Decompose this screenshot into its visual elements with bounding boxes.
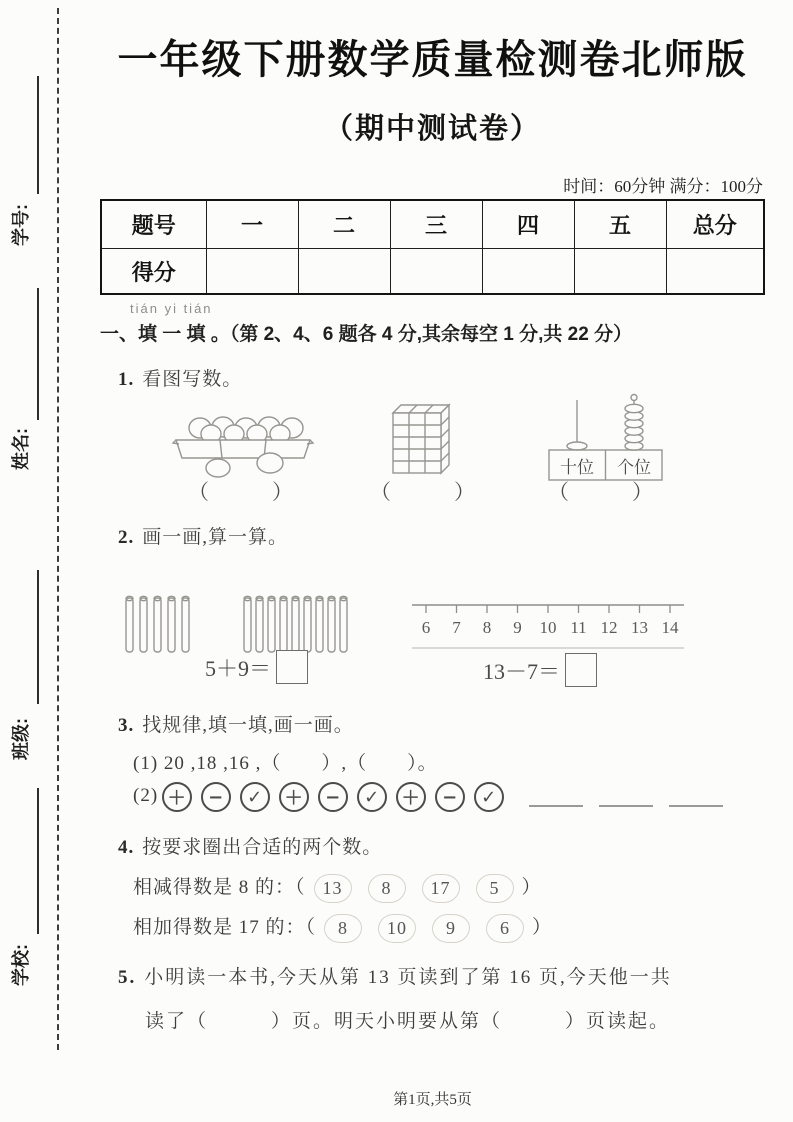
- sticks-group-9-figure: [242, 592, 354, 658]
- question-4-line2: [133, 912, 552, 943]
- equation-2-text: 13－7＝: [483, 658, 561, 684]
- score-table-header-cell: 题号: [101, 200, 206, 249]
- page-title: 一年级下册数学质量检测卷北师版: [117, 37, 748, 82]
- ones-place-label: 个位: [617, 458, 651, 477]
- number-line-tick-label: 7: [452, 618, 461, 637]
- answer-blank: [529, 787, 583, 807]
- circle-minus-symbol: −: [435, 782, 465, 812]
- student-id-label: 学号:: [11, 204, 31, 246]
- q1-answer-blank: （ ）: [188, 480, 293, 504]
- score-table-header-cell: 一: [206, 200, 298, 249]
- answer-blank: [599, 787, 653, 807]
- class-label: 班级:: [11, 718, 31, 760]
- flower-number: 6: [486, 914, 524, 943]
- q1-answer-blank: （ ）: [370, 480, 475, 504]
- question-4-number: 4.: [118, 837, 135, 858]
- section-one-heading: 一、填 一 填 。（第 2、4、6 题各 4 分,其余每空 1 分,共 22 分）: [100, 324, 633, 345]
- circle-check-symbol: ✓: [474, 782, 504, 812]
- circle-plus-symbol: ＋: [162, 782, 192, 812]
- answer-box: [565, 653, 597, 687]
- flower-number: 8: [368, 874, 406, 903]
- number-line-tick-label: 6: [421, 618, 431, 637]
- score-empty-cell: [390, 249, 482, 295]
- q1-answer-blank: （ ）: [548, 480, 653, 504]
- flower-number: 17: [422, 874, 460, 903]
- time-score-info: 时间：60分钟 满分：100分: [563, 177, 763, 196]
- pinyin-annotation: tián yi tián: [130, 301, 213, 316]
- score-row-label: 得分: [101, 249, 206, 295]
- number-line-tick-label: 10: [539, 618, 557, 637]
- abacus-figure: [543, 390, 668, 485]
- flower-number: 8: [324, 914, 362, 943]
- number-line-tick-label: 8: [482, 618, 492, 637]
- question-5-line1: [118, 962, 672, 989]
- score-table: [100, 199, 765, 295]
- name-label: 姓名:: [11, 428, 31, 470]
- number-line-tick-label: 13: [631, 618, 648, 637]
- answer-blank: [669, 787, 723, 807]
- equation-2: [483, 653, 597, 687]
- question-2-number: 2.: [118, 527, 135, 548]
- flower-number: 9: [432, 914, 470, 943]
- q4-line1-prefix: 相减得数是 8 的：（: [133, 877, 306, 898]
- question-2-text: [118, 522, 288, 549]
- egg-tray-figure: [168, 398, 318, 483]
- answer-box: [276, 650, 308, 684]
- score-table-header-cell: 二: [298, 200, 390, 249]
- tens-place-label: 十位: [560, 458, 594, 477]
- score-empty-cell: [666, 249, 764, 295]
- q4-line2-prefix: 相加得数是 17 的：（: [133, 917, 317, 938]
- question-3-text: [118, 710, 354, 737]
- question-3-prompt: 找规律,填一填,画一画。: [142, 715, 354, 736]
- fold-dashed-line: [57, 8, 59, 1050]
- part2-label: (2): [133, 785, 159, 807]
- question-5-number: 5.: [118, 967, 137, 988]
- circle-minus-symbol: −: [318, 782, 348, 812]
- question-5-line2: 读了（ ）页。明天小明要从第（ ）页读起。: [145, 1011, 671, 1032]
- score-empty-cell: [482, 249, 574, 295]
- question-1-prompt: 看图写数。: [142, 369, 243, 390]
- score-empty-cell: [574, 249, 666, 295]
- cube-block-figure: [375, 393, 475, 481]
- school-blank-line: [37, 788, 39, 934]
- equation-1-text: 5＋9＝: [205, 655, 272, 681]
- score-table-header-cell: 五: [574, 200, 666, 249]
- number-line-figure: [412, 596, 684, 658]
- page-subtitle: （期中测试卷）: [323, 113, 541, 145]
- score-table-header-cell: 四: [482, 200, 574, 249]
- question-2-prompt: 画一画,算一算。: [142, 527, 289, 548]
- score-table-header-cell: 三: [390, 200, 482, 249]
- question-3-number: 3.: [118, 715, 135, 736]
- flower-number: 5: [476, 874, 514, 903]
- student-id-blank-line: [37, 76, 39, 194]
- equation-1: [205, 650, 308, 684]
- question-3-part2: [133, 782, 723, 812]
- name-blank-line: [37, 288, 39, 420]
- class-blank-line: [37, 570, 39, 704]
- q4-line2-close: ）: [532, 917, 553, 938]
- flower-number: 10: [378, 914, 416, 943]
- score-table-header-cell: 总分: [666, 200, 764, 249]
- sticks-group-5-figure: [124, 592, 196, 658]
- q4-line1-close: ）: [521, 877, 542, 898]
- question-4-prompt: 按要求圈出合适的两个数。: [142, 837, 383, 858]
- number-line-tick-label: 11: [570, 618, 587, 637]
- question-1-text: [118, 364, 242, 391]
- flower-number: 13: [314, 874, 352, 903]
- question-5-text1: 小明读一本书,今天从第 13 页读到了第 16 页,今天他一共: [144, 967, 672, 988]
- question-4-line1: [133, 872, 542, 903]
- question-4-text: [118, 832, 382, 859]
- question-1-number: 1.: [118, 369, 135, 390]
- circle-plus-symbol: ＋: [279, 782, 309, 812]
- question-3-part1: (1) 20 ,18 ,16 ,（ ）,（ ）。: [133, 753, 438, 774]
- circle-check-symbol: ✓: [357, 782, 387, 812]
- circle-check-symbol: ✓: [240, 782, 270, 812]
- score-empty-cell: [206, 249, 298, 295]
- page-number-footer: 第1页,共5页: [393, 1092, 472, 1108]
- circle-minus-symbol: −: [201, 782, 231, 812]
- number-line-tick-label: 12: [600, 618, 618, 637]
- school-label: 学校:: [11, 944, 31, 986]
- circle-plus-symbol: ＋: [396, 782, 426, 812]
- number-line-tick-label: 9: [513, 618, 522, 637]
- number-line-tick-label: 14: [661, 618, 679, 637]
- score-empty-cell: [298, 249, 390, 295]
